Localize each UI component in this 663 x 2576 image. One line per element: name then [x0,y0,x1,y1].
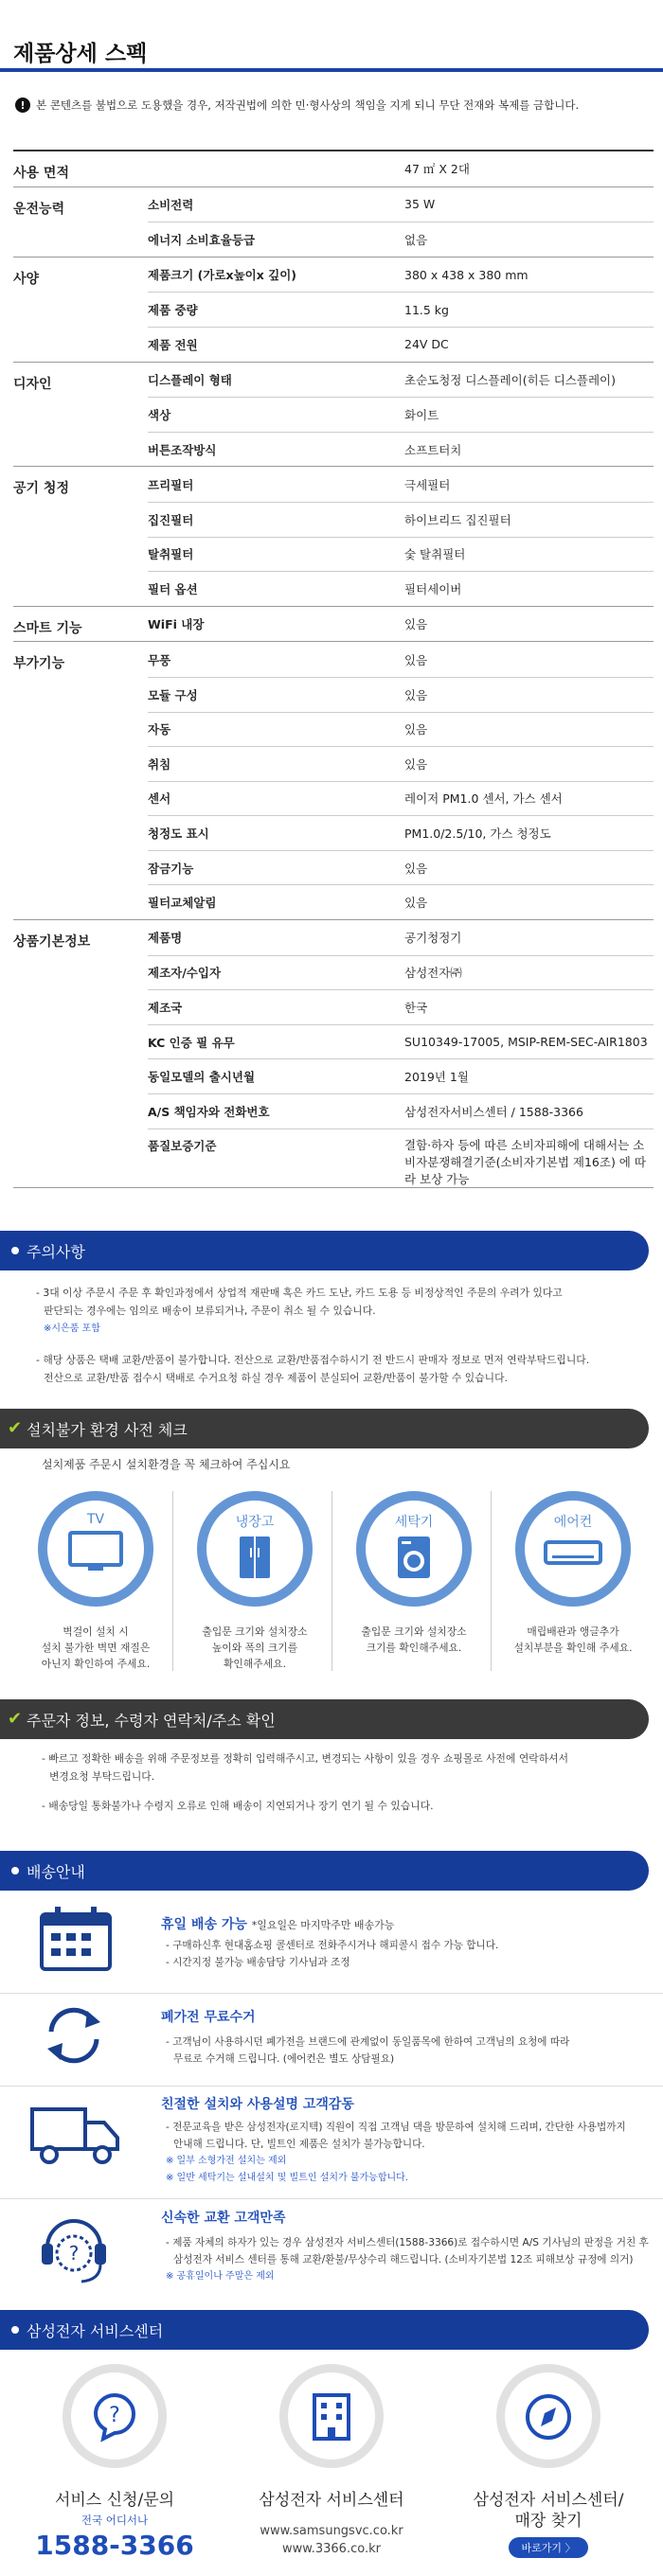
fridge-circle [197,1491,313,1607]
spec-value: 있음 [404,652,428,667]
tv-icon [67,1531,124,1572]
spec-value: 한국 [404,1001,428,1016]
spec-value: 결함·하자 등에 따른 소비자피해에 대해서는 소비자분쟁해결기준(소비자기본법 제16조) 에 따라 보상 가능 [404,1137,646,1186]
service-center-title: 삼성전자 서비스센터 [259,2491,404,2510]
caution-line: 판단되는 경우에는 임의로 배송이 보류되거나, 주문이 취소 될 수 있습니다. [44,1305,376,1317]
spec-key: 필터 옵션 [148,581,198,596]
spec-key: 탈취필터 [148,547,194,562]
spec-value: 24V DC [404,337,449,352]
spec-key: 제조국 [148,1001,183,1016]
exchange-text [166,2234,649,2285]
spec-key: 자동 [148,722,171,737]
spec-row [148,989,654,1024]
caption-line: 확인해주세요. [223,1658,286,1670]
washer-circle [356,1491,472,1607]
service-urls [223,2522,440,2558]
service-request-circle [63,2364,167,2468]
delivery-note: ※ 공휴일이나 주말은 제외 [166,2271,275,2282]
compass-icon [524,2391,573,2443]
spec-group [13,642,654,920]
caution-header [0,1231,649,1270]
delivery-line: 무료로 수거해 드립니다. (에어컨은 별도 상담필요) [173,2053,395,2065]
spec-key: 제품 전원 [148,337,198,352]
fridge-icon [236,1535,274,1580]
spec-key: 제품명 [148,931,183,946]
spec-key: 소비전력 [148,197,194,212]
svg-text:?: ? [109,2404,120,2427]
caption-line: 설치부분을 확인해 주세요. [513,1642,633,1654]
spec-key: 품질보증기준 [148,1138,217,1153]
spec-group [13,467,654,606]
service-center-circle [279,2364,384,2468]
install-heading: 설치불가 환경 사전 체크 [27,1420,188,1439]
service-url-link[interactable]: www.3366.co.kr [282,2542,381,2556]
orderer-line: - 빠르고 정확한 배송을 위해 주문정보를 정확히 입력해주시고, 변경되는 사항이 있을 경우 쇼핑몰로 사전에 연락하셔서 [42,1752,569,1765]
delivery-note: ※ 일부 소형가전 설치는 제외 [166,2156,287,2166]
spec-group-name: 공기 청정 [13,481,69,497]
caption-line: 크기를 확인해주세요. [366,1642,462,1654]
spec-row [148,397,654,432]
store-title-line: 삼성전자 서비스센터/ [473,2491,624,2510]
service-request-title: 서비스 신청/문의 [54,2491,175,2510]
service-center-header [0,2310,649,2350]
caution-heading: 주의사항 [27,1242,85,1261]
spec-row [148,502,654,537]
spec-row [148,642,654,677]
store-finder-circle [496,2364,600,2468]
spec-row [148,571,654,606]
spec-row [148,884,654,919]
orderer-text [42,1750,568,1815]
spec-row [148,1128,654,1187]
delivery-line: - 고객님이 사용하시던 폐가전을 브랜드에 관계없이 동일품목에 한하여 고객님의 요청에 따라 [166,2036,570,2048]
aircon-caption [497,1624,649,1656]
caption-line: 높이와 폭의 크기를 [211,1642,298,1654]
spec-value: 380 x 438 x 380 mm [404,267,529,282]
caption-line: 아닌지 확인하여 주세요. [41,1658,151,1670]
spec-group [13,151,654,187]
install-service-title: 친절한 설치와 사용설명 고객감동 [161,2097,354,2112]
spec-row [148,222,654,257]
divider [0,2086,663,2087]
aircon-circle [515,1491,631,1607]
spec-key: 에너지 소비효율등급 [148,232,256,247]
delivery-line: - 시간지정 불가능 배송담당 기사님과 조정 [166,1957,350,1968]
spec-value: SU10349-17005, MSIP-REM-SEC-AIR1803 [404,1035,648,1050]
store-finder-title [439,2490,657,2532]
spec-key: 동일모델의 출시년월 [148,1070,256,1085]
spec-value: 공기청정기 [404,931,462,946]
tv-caption [20,1624,171,1672]
service-url-link[interactable]: www.samsungsvc.co.kr [260,2524,403,2538]
caption-line: 설치 불가한 벽면 재질은 [41,1642,151,1654]
spec-value: 삼성전자㈜ [404,966,462,981]
spec-row [148,677,654,712]
spec-key: 버튼조작방식 [148,442,217,457]
spec-group-name: 부가기능 [13,656,65,672]
delivery-header [0,1851,649,1891]
spec-row [148,187,654,222]
divider [0,2198,663,2199]
spec-group [13,187,654,258]
holiday-text [166,1937,498,1971]
fridge-label: 냉장고 [235,1515,275,1530]
spec-value: 11.5 kg [404,302,449,317]
divider [172,1491,173,1671]
spec-value: 2019년 1월 [404,1070,469,1085]
spec-value: PM1.0/2.5/10, 가스 청정도 [404,826,551,842]
install-intro: 설치제품 주문시 설치환경을 꼭 체크하여 주십시요 [42,1458,291,1471]
tv-label: TV [86,1512,105,1527]
bullet-icon [11,1867,19,1874]
fridge-caption [179,1624,331,1672]
spec-row [148,850,654,885]
spec-key: KC 인증 필 유무 [148,1035,235,1050]
caution-line: - 3대 이상 주문시 주문 후 확인과정에서 상업적 재판매 혹은 카드 도난, 카드 도용 등 비정상적인 주문의 우려가 있다고 [36,1287,563,1299]
caution-line: 전산으로 교환/반품 접수시 택배로 수거요청 하실 경우 제품이 분실되어 교환/반품이 불가할 수 있습니다. [44,1372,508,1384]
page-title: 제품상세 스펙 [0,0,663,72]
spec-row [148,1024,654,1059]
spec-key: 제품크기 (가로x높이x 깊이) [148,268,297,283]
spec-value: 레이저 PM1.0 센서, 가스 센서 [404,791,563,807]
delivery-note: ※ 일반 세탁기는 설내설치 및 빌트인 설치가 불가능합니다. [166,2173,408,2183]
spec-key: 집진필터 [148,512,194,527]
spec-value: 있음 [404,687,428,702]
copyright-notice-text: 본 콘텐츠를 불법으로 도용했을 경우, 저작권법에 의한 민·형사상의 책임을 지게 되니 무단 전재와 복제를 금합니다. [36,98,580,112]
spec-value: 소프트터치 [404,442,462,457]
caption-line: 벽걸이 설치 시 [63,1626,129,1638]
truck-icon [28,2104,123,2170]
service-phone: 1588-3366 [35,2530,194,2561]
spec-value: 있음 [404,896,428,911]
exchange-title: 신속한 교환 고객만족 [161,2211,286,2226]
exclamation-icon: ! [15,98,30,113]
caption-line: 출입문 크기와 설치장소 [202,1626,308,1638]
spec-key: 제조자/수입자 [148,966,222,981]
recycle-text [166,2034,569,2068]
spec-value: 삼성전자서비스센터 / 1588-3366 [404,1104,583,1119]
spec-value: 하이브리드 집진필터 [404,512,511,527]
install-service-text [166,2119,626,2187]
spec-value: 화이트 [404,407,439,422]
check-icon: ✔ [8,1418,23,1438]
tv-circle [38,1491,153,1607]
spec-value: 있음 [404,617,428,632]
caution-note: ※시은품 포함 [44,1324,100,1334]
spec-key: 모듈 구성 [148,687,198,702]
washer-caption [338,1624,490,1656]
spec-value: 극세필터 [404,477,451,492]
caution-line: - 해당 상품은 택배 교환/반품이 불가합니다. 전산으로 교환/반품접수하시기 전 반드시 판매자 정보로 먼저 연락부탁드립니다. [36,1354,590,1366]
spec-row [148,920,654,955]
orderer-header [0,1699,649,1739]
spec-key: 디스플레이 형태 [148,372,232,387]
spec-row [148,815,654,850]
spec-value: 있음 [404,722,428,737]
spec-group [13,363,654,468]
delivery-line: 삼성전자 서비스 센터를 통해 교환/환불/무상수리 해드립니다. (소비자기본법 12조 피해보상 규정에 의거) [173,2254,634,2265]
orderer-heading: 주문자 정보, 수령자 연락처/주소 확인 [27,1711,276,1730]
spec-row [148,258,654,293]
aircon-label: 에어컨 [553,1515,593,1530]
caution-text [36,1284,589,1387]
spec-group [13,607,654,643]
spec-row [148,746,654,781]
spec-key: 색상 [148,407,171,422]
orderer-line: - 배송당일 통화불가나 수령지 오류로 인해 배송이 지연되거나 장기 연기 될 수 있습니다. [42,1800,434,1812]
spec-group [13,920,654,1188]
spec-row [148,292,654,327]
headset-icon [36,2206,112,2291]
spec-row [148,712,654,747]
spec-key: 청정도 표시 [148,826,209,842]
service-heading: 삼성전자 서비스센터 [27,2321,164,2340]
washer-label: 세탁기 [394,1515,434,1530]
install-check-header [0,1409,649,1448]
delivery-heading: 배송안내 [27,1862,85,1881]
building-icon [307,2391,356,2443]
delivery-line: 안내해 드립니다. 단, 빌트인 제품은 설치가 불가능합니다. [173,2139,425,2150]
svg-text:?: ? [68,2242,80,2265]
caption-line: 매립배관과 앵글추가 [527,1626,619,1638]
orderer-line: 변경요청 부탁드립니다. [49,1770,155,1783]
spec-group [13,258,654,363]
spec-row [148,607,654,642]
spec-value: 없음 [404,232,428,247]
spec-row [148,432,654,467]
store-title-line: 매장 찾기 [514,2512,582,2531]
holiday-sub: *일요일은 마지막주만 배송가능 [251,1919,395,1931]
spec-key: 제품 중량 [148,303,198,318]
spec-value: 있음 [404,756,428,772]
spec-row [148,363,654,398]
delivery-line: - 제품 자체의 하자가 있는 경우 삼성전자 서비스센터(1588-3366)로 접수하시면 A/S 기사님의 판정을 거친 후 [166,2237,649,2248]
bullet-icon [11,1247,19,1254]
spec-row [148,327,654,362]
spec-group-name: 디자인 [13,376,52,392]
spec-value: 35 W [404,197,436,212]
delivery-line: - 전문교육을 받은 삼성전자(로지텍) 직원이 직접 고객님 댁을 방문하여 설치해 드리며, 간단한 사용법까지 [166,2122,626,2133]
spec-row [148,1058,654,1093]
divider [491,1491,492,1671]
spec-group-name: 사용 면적 [13,166,69,181]
spec-key: A/S 책임자와 전화번호 [148,1104,270,1119]
spec-row [148,781,654,816]
service-request-sub: 전국 어디서나 [81,2514,149,2527]
spec-key: 필터교체알림 [148,896,217,911]
spec-value: 47 ㎡ X 2대 [404,162,470,177]
spec-row [148,151,654,187]
spec-value: 숯 탈취필터 [404,547,466,562]
spec-key: WiFi 내장 [148,617,205,632]
recycle-title: 폐가전 무료수거 [161,2010,256,2025]
go-button[interactable]: 바로가기 〉 [509,2537,588,2558]
spec-row [148,537,654,572]
washer-icon [395,1535,433,1580]
delivery-line: - 구매하신후 현대홈쇼핑 콜센터로 전화주시거나 해피콜시 접수 가능 합니다. [166,1940,499,1951]
spec-group-name: 운전능력 [13,201,65,217]
spec-row [148,955,654,990]
spec-value: 초순도청정 디스플레이(히든 디스플레이) [404,372,616,387]
check-icon: ✔ [8,1709,23,1729]
spec-row [148,467,654,502]
spec-group-name: 사양 [13,271,40,287]
spec-key: 프리필터 [148,477,194,492]
caption-line: 출입문 크기와 설치장소 [361,1626,467,1638]
spec-row [148,1093,654,1128]
spec-key: 잠금기능 [148,861,194,876]
copyright-notice [15,98,663,113]
spec-value: 있음 [404,861,428,876]
spec-table [13,150,654,1188]
spec-value: 필터세이버 [404,581,462,596]
bullet-icon [11,2326,19,2334]
spec-key: 취침 [148,756,171,772]
spec-key: 무풍 [148,652,171,667]
recycle-icon [38,1999,110,2071]
holiday-delivery-title [161,1914,394,1933]
chat-question-icon [90,2391,139,2443]
spec-group-name: 스마트 기능 [13,620,82,636]
calendar-icon [38,1905,114,1973]
divider [0,1993,663,1994]
spec-group-name: 상품기본정보 [13,934,91,950]
spec-key: 센서 [148,791,171,807]
aircon-icon [543,1535,603,1572]
holiday-title-text: 휴일 배송 가능 [161,1917,247,1932]
